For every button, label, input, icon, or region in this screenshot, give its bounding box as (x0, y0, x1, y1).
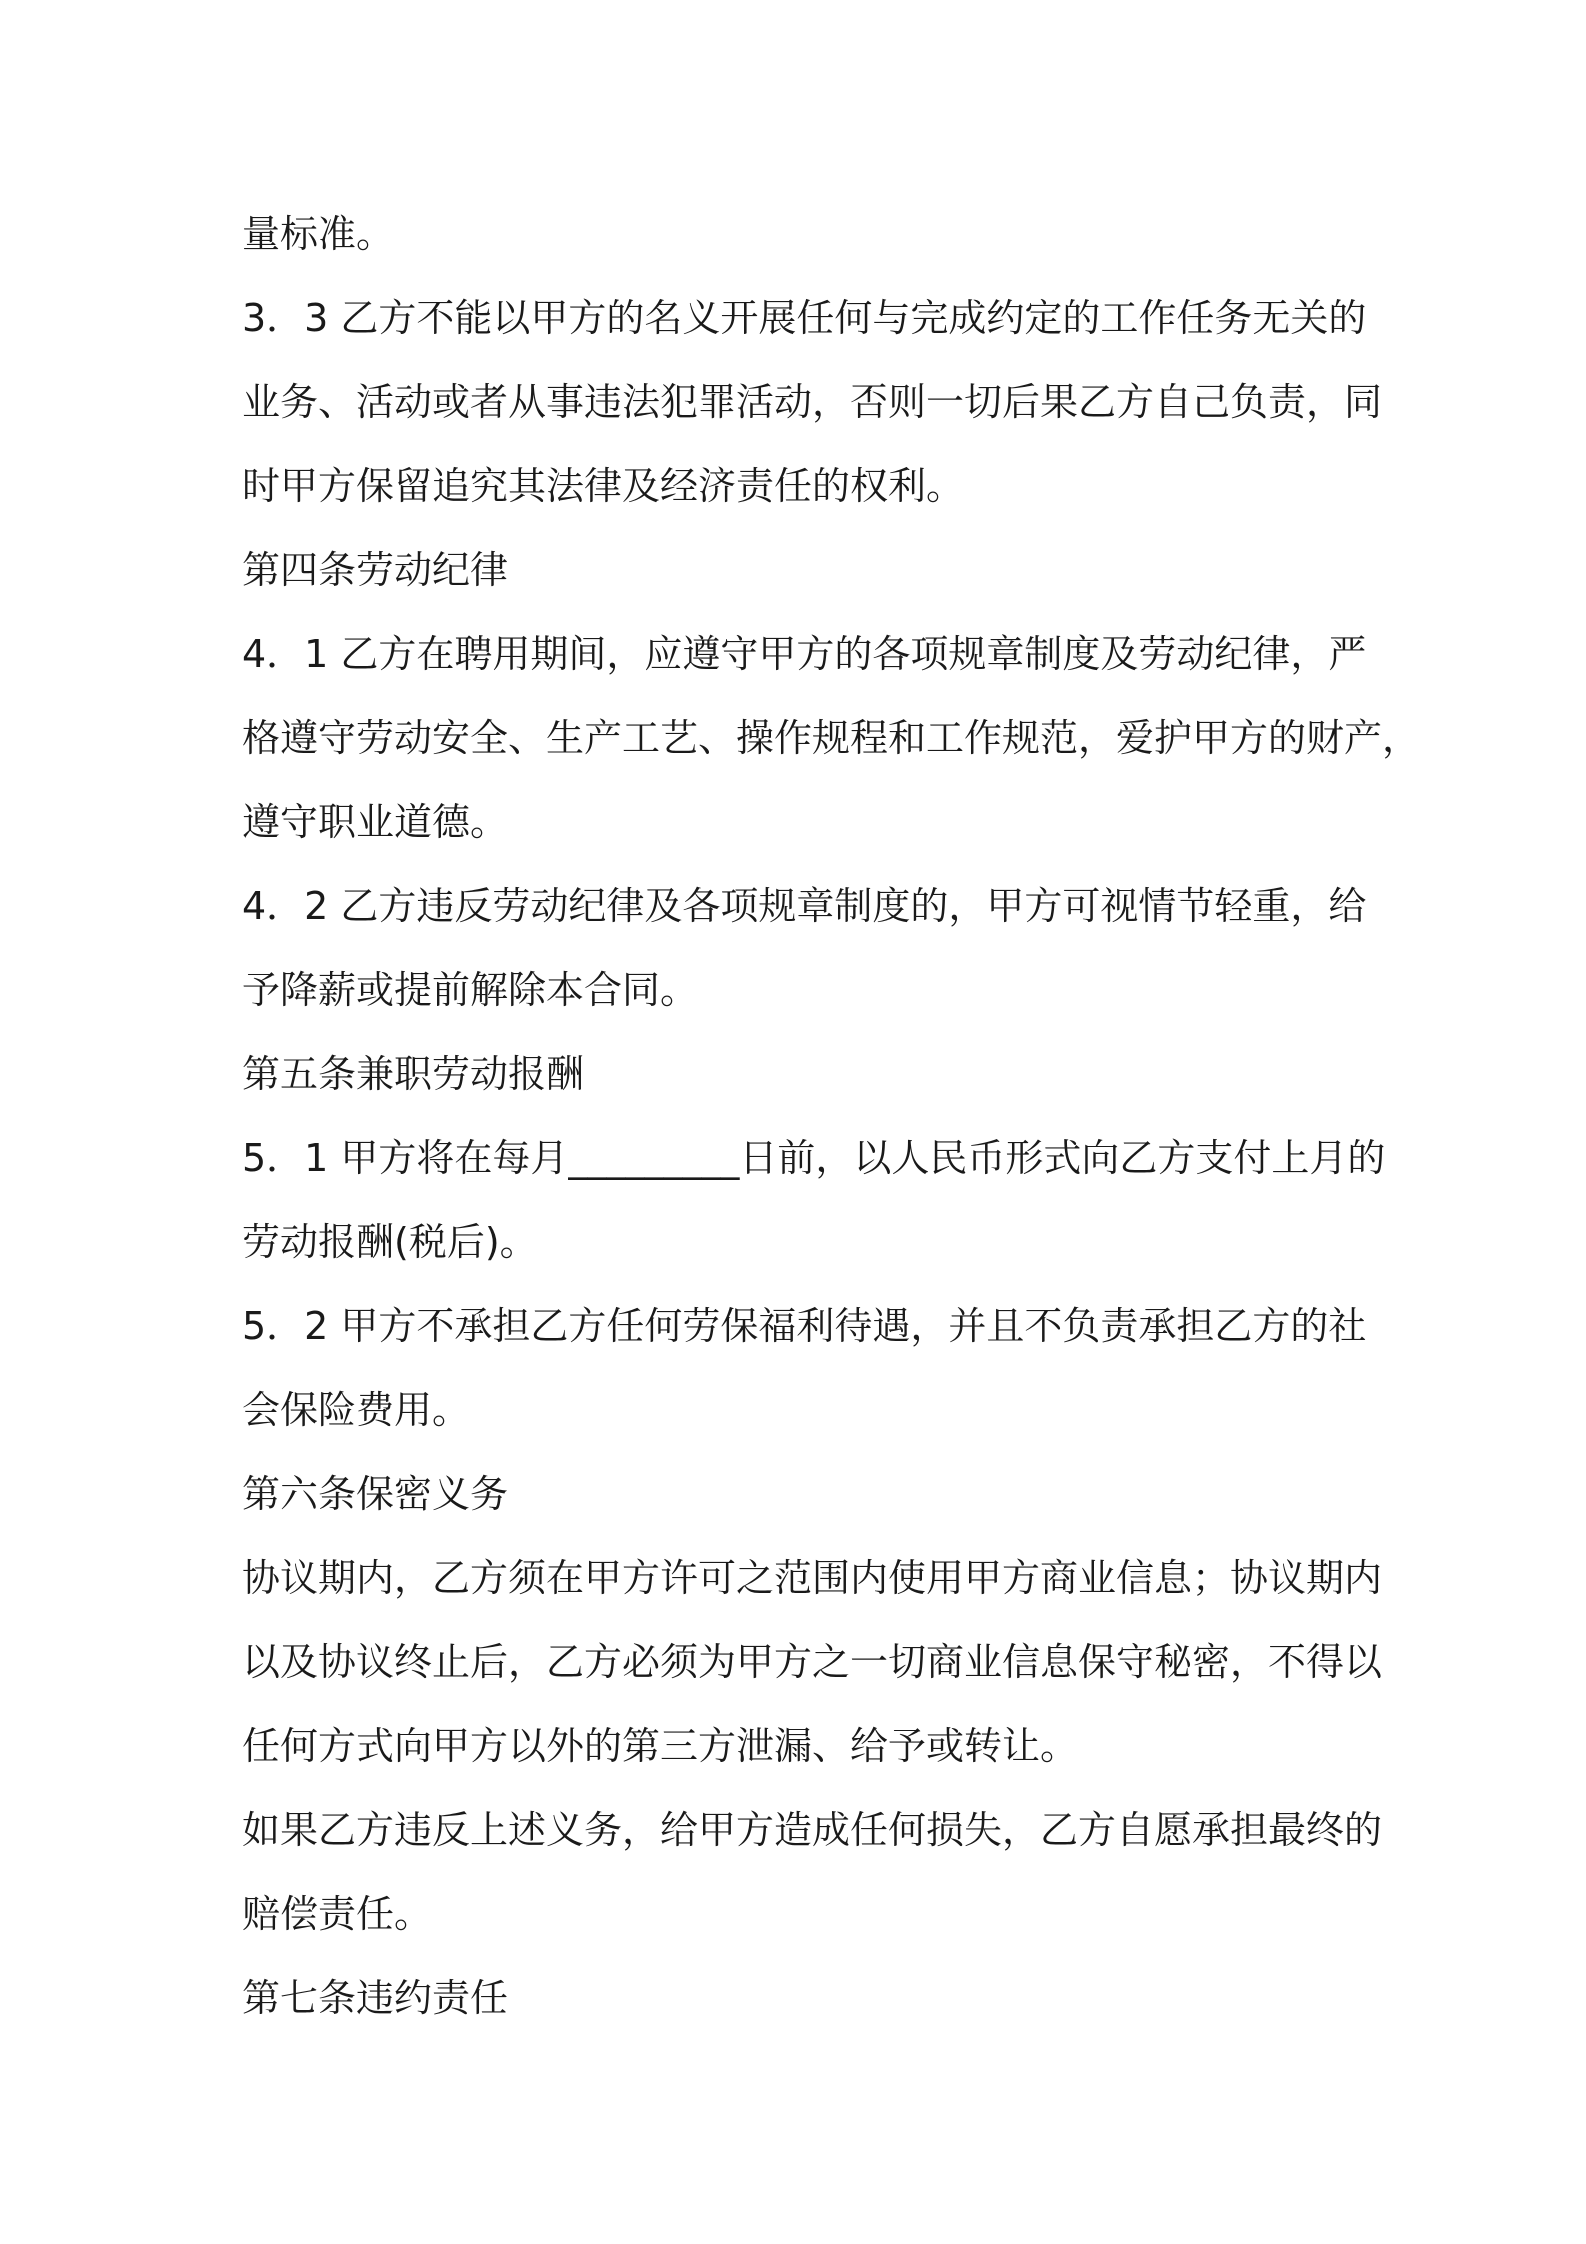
clause-3-3-line-1: 3．3 乙方不能以甲方的名义开展任何与完成约定的工作任务无关的 (242, 296, 1367, 340)
clause-4-1-line-2: 格遵守劳动安全、生产工艺、操作规程和工作规范，爱护甲方的财产， (242, 716, 1421, 760)
clause-5-1-line-1: 5．1 甲方将在每月_________日前，以人民币形式向乙方支付上月的 (242, 1136, 1386, 1180)
document-body (242, 192, 1421, 2040)
clause-4-1-line-3: 遵守职业道德。 (242, 800, 509, 844)
clause-3-3-line-2: 业务、活动或者从事违法犯罪活动，否则一切后果乙方自己负责，同 (242, 380, 1383, 424)
clause-4-2-line-2: 予降薪或提前解除本合同。 (242, 968, 699, 1012)
section-heading-article-6: 第六条保密义务 (242, 1472, 509, 1516)
confidentiality-para-1-line-2: 以及协议终止后，乙方必须为甲方之一切商业信息保守秘密，不得以 (242, 1640, 1383, 1684)
clause-5-2-line-2: 会保险费用。 (242, 1388, 471, 1432)
section-heading-article-4: 第四条劳动纪律 (242, 548, 509, 592)
clause-5-1-line-2: 劳动报酬(税后)。 (242, 1220, 538, 1264)
clause-3-3-line-3: 时甲方保留追究其法律及经济责任的权利。 (242, 464, 965, 508)
clause-4-1-line-1: 4．1 乙方在聘用期间，应遵守甲方的各项规章制度及劳动纪律，严 (242, 632, 1367, 676)
clause-5-2-line-1: 5．2 甲方不承担乙方任何劳保福利待遇，并且不负责承担乙方的社 (242, 1304, 1367, 1348)
text-line: 量标准。 (242, 212, 395, 256)
section-heading-article-5: 第五条兼职劳动报酬 (242, 1052, 585, 1096)
confidentiality-para-1-line-1: 协议期内，乙方须在甲方许可之范围内使用甲方商业信息；协议期内 (242, 1556, 1383, 1600)
confidentiality-para-2-line-1: 如果乙方违反上述义务，给甲方造成任何损失，乙方自愿承担最终的 (242, 1808, 1383, 1852)
section-heading-article-7: 第七条违约责任 (242, 1976, 509, 2020)
confidentiality-para-1-line-3: 任何方式向甲方以外的第三方泄漏、给予或转让。 (242, 1724, 1079, 1768)
clause-4-2-line-1: 4．2 乙方违反劳动纪律及各项规章制度的，甲方可视情节轻重，给 (242, 884, 1367, 928)
confidentiality-para-2-line-2: 赔偿责任。 (242, 1892, 433, 1936)
